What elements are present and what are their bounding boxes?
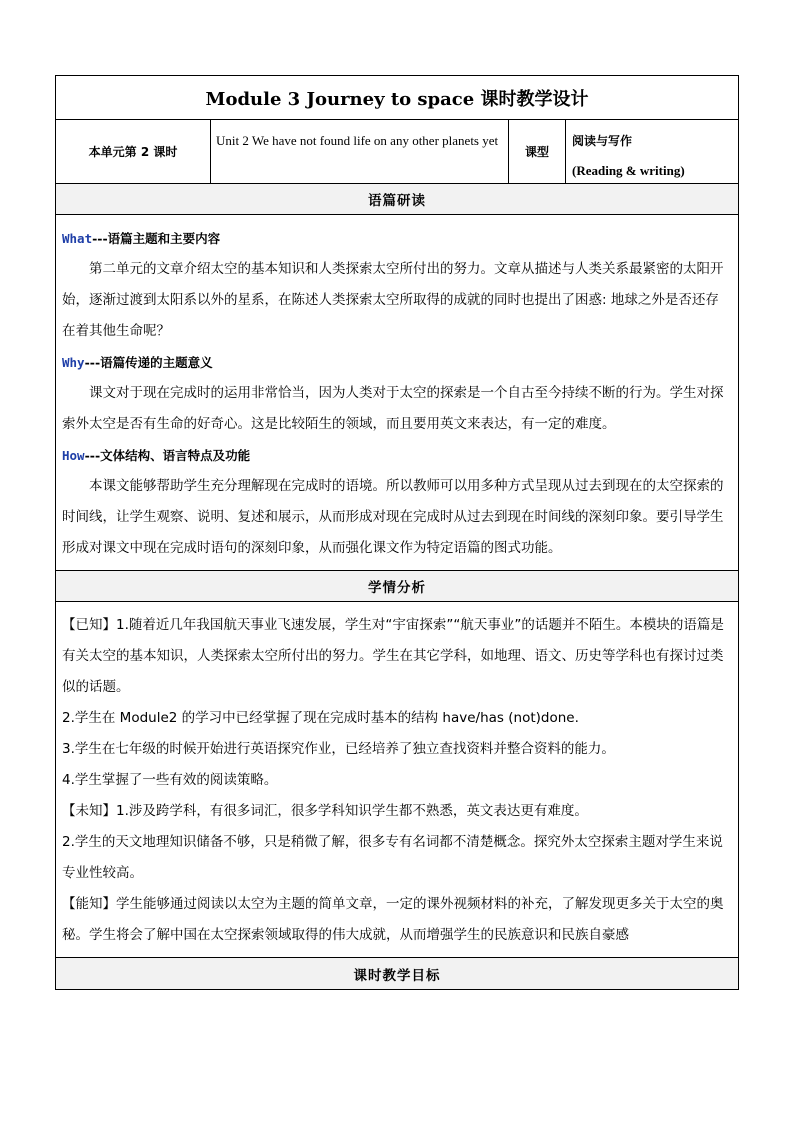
- unknown-paragraph-1: 【未知】1.涉及跨学科，有很多词汇，很多学科知识学生都不熟悉，英文表达更有难度。: [62, 803, 588, 819]
- how-heading: [62, 440, 732, 471]
- document-title: Module 3 Journey to space 课时教学设计: [56, 76, 738, 120]
- what-paragraph: 第二单元的文章介绍太空的基本知识和人类探索太空所付出的努力。文章从描述与人类关系最紧密的太阳开始，逐渐过渡到太阳系以外的星系，在陈述人类探索太空所取得的成就的同时也提出了困惑: 地球之外是否还存在着其他生命呢？: [62, 261, 724, 339]
- how-heading-text: ---文体结构、语言特点及功能: [84, 448, 251, 463]
- student-analysis-body: [56, 602, 738, 958]
- known-paragraph-1: 【已知】1.随着近几年我国航天事业飞速发展，学生对“宇宙探索”“航天事业”的话题并不陌生。本模块的语篇是有关太空的基本知识，人类探索太空所付出的努力。学生在其它学科，如地理、语文、历史等学科也有探讨过类似的话题。: [62, 617, 724, 695]
- lesson-type-cn: 阅读与写作: [572, 134, 633, 148]
- unknown-paragraph-2: 2.学生的天文地理知识储备不够，只是稍微了解，很多专有名词都不清楚概念。探究外太空探索主题对学生来说专业性较高。: [62, 834, 723, 881]
- known-paragraph-3: 3.学生在七年级的时候开始进行英语探究作业，已经培养了独立查找资料并整合资料的能力。: [62, 741, 615, 757]
- can-know-paragraph: 【能知】学生能够通过阅读以太空为主题的简单文章，一定的课外视频材料的补充，了解发现更多关于太空的奥秘。学生将会了解中国在太空探索领域取得的伟大成就，从而增强学生的民族意识和民族自豪感: [62, 896, 724, 943]
- lesson-type-value: [566, 120, 738, 183]
- what-keyword: What: [62, 231, 93, 246]
- section-header-objectives: 课时教学目标: [56, 958, 738, 989]
- how-keyword: How: [62, 448, 85, 463]
- meta-row: [56, 120, 738, 184]
- section-header-text-study: 语篇研读: [56, 184, 738, 215]
- why-keyword: Why: [62, 355, 85, 370]
- why-heading-text: ---语篇传递的主题意义: [84, 355, 213, 370]
- lesson-type-label: 课型: [509, 120, 566, 183]
- text-study-body: [56, 215, 738, 571]
- what-heading-text: ---语篇主题和主要内容: [92, 231, 221, 246]
- unit-title: Unit 2 We have not found life on any other planets yet: [211, 120, 509, 183]
- why-heading: [62, 347, 732, 378]
- why-paragraph: 课文对于现在完成时的运用非常恰当，因为人类对于太空的探索是一个自古至今持续不断的行为。学生对探索外太空是否有生命的好奇心。这是比较陌生的领域，而且要用英文来表达，有一定的难度。: [62, 385, 724, 432]
- what-heading: [62, 223, 732, 254]
- known-paragraph-2: 2.学生在 Module2 的学习中已经掌握了现在完成时基本的结构 have/has (not)done.: [62, 710, 579, 726]
- section-header-student-analysis: 学情分析: [56, 571, 738, 602]
- lesson-plan-table: [55, 75, 739, 990]
- how-paragraph: 本课文能够帮助学生充分理解现在完成时的语境。所以教师可以用多种方式呈现从过去到现在的太空探索的时间线，让学生观察、说明、复述和展示，从而形成对现在完成时从过去到现在时间线的深刻印象。要引导学生形成对课文中现在完成时语句的深刻印象，从而强化课文作为特定语篇的图式功能。: [62, 478, 724, 556]
- lesson-number: 本单元第 2 课时: [56, 120, 211, 183]
- lesson-type-en: (Reading & writing): [572, 163, 685, 178]
- known-paragraph-4: 4.学生掌握了一些有效的阅读策略。: [62, 772, 278, 788]
